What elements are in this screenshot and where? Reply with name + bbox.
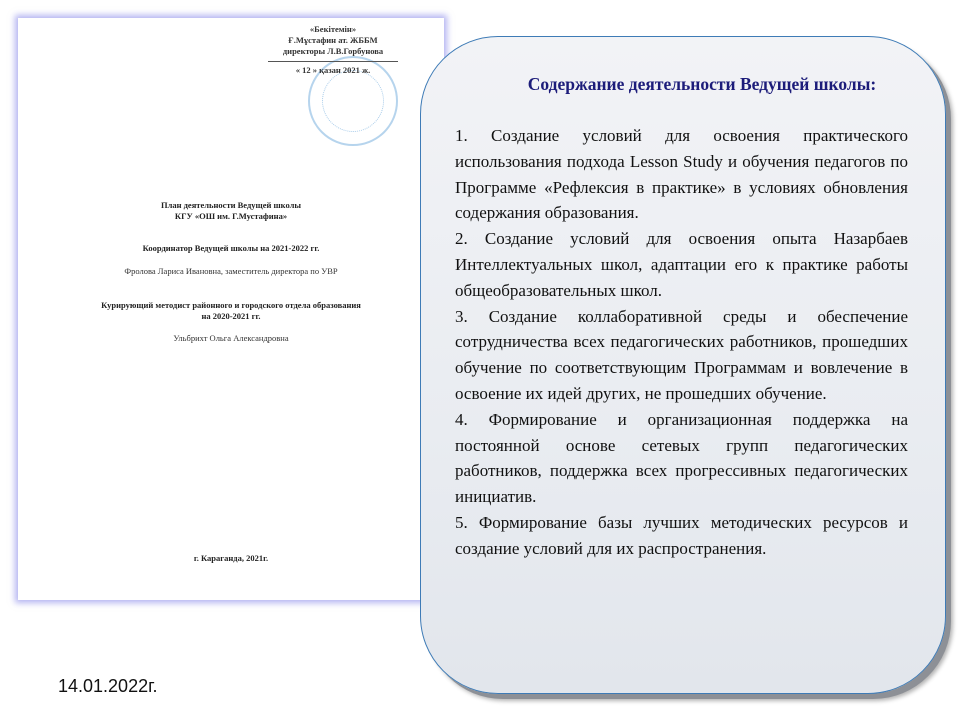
place-year: г. Караганда, 2021г. bbox=[193, 553, 269, 563]
list-item: 5. Формирование базы лучших методических ресурсов и создание условий для их распространения. bbox=[455, 512, 908, 558]
approval-line: директоры Л.В.Горбунова bbox=[282, 46, 384, 56]
content-panel bbox=[420, 36, 946, 694]
scanned-document-image bbox=[18, 18, 444, 600]
panel-title: Содержание деятельности Ведущей школы: bbox=[527, 74, 877, 94]
list-item: 1. Создание условий для освоения практического использования подхода Lesson Study и обучения педагогов по Программе «Рефлексия в практике» в условиях обновления содержания образования. bbox=[455, 126, 908, 223]
document-title: План деятельности Ведущей школы bbox=[160, 200, 301, 210]
list-item: 2. Создание условий для освоения опыта Назарбаев Интеллектуальных школ, адаптации его к практике работы общеобразовательных школ. bbox=[455, 229, 908, 300]
list-item: 3. Создание коллаборативной среды и обеспечение сотрудничества всех педагогических работников, прошедших обучение по соответствующим Программам и вовлечение в освоение их идей других, не прошедших обучение. bbox=[455, 306, 908, 403]
approval-block bbox=[268, 24, 398, 76]
list-item: 4. Формирование и организационная поддержка на постоянной основе сетевых групп педагогических работников, поддержка всех прогрессивных педагогических инициатив. bbox=[455, 409, 908, 507]
document-title: КГУ «ОШ им. Г.Мустафина» bbox=[174, 211, 288, 221]
approval-date: « 12 » қазан 2021 ж. bbox=[295, 65, 371, 75]
slide-date: 14.01.2022г. bbox=[58, 676, 158, 696]
coordinator-heading: Координатор Ведущей школы на 2021-2022 гг. bbox=[142, 243, 320, 253]
signature-line bbox=[268, 61, 398, 62]
methodist-name: Ульбрихт Ольга Александровна bbox=[173, 333, 289, 343]
approval-line: «Бекітемін» bbox=[309, 24, 357, 34]
methodist-heading: Курирующий методист районного и городского отдела образования bbox=[101, 300, 361, 310]
task-list bbox=[455, 123, 908, 562]
coordinator-name: Фролова Лариса Ивановна, заместитель директора по УВР bbox=[124, 266, 338, 276]
approval-line: Ғ.Мұстафин ат. ЖББМ bbox=[288, 35, 378, 45]
methodist-heading: на 2020-2021 гг. bbox=[201, 311, 261, 321]
